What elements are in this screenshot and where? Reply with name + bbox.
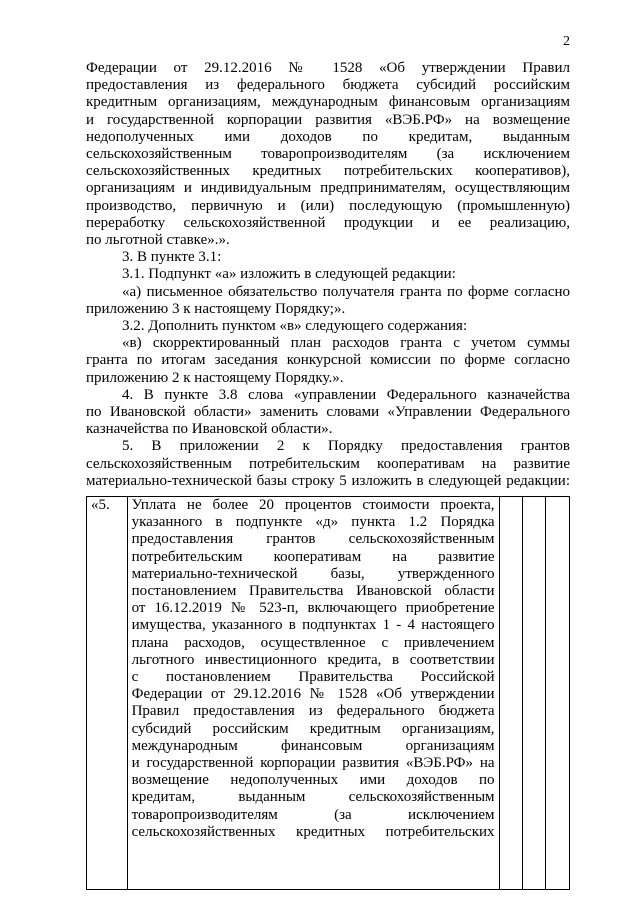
body-line: по льготной ставке».». [86,232,230,249]
item-4: по Ивановской области» заменить словами «Управлении Федерального [86,404,570,421]
body-line: предоставления из федерального бюджета субсидий российским [86,77,570,94]
cell-line: сельскохозяйственных кредитных потребительских [131,823,495,840]
cell-line: материально-технической базы, утвержденного [131,565,495,582]
amendment-table [86,496,570,890]
body-line: сельскохозяйственных кредитных потребительских кооперативов), [86,163,570,180]
cell-line: с постановлением Правительства Российской [131,669,495,686]
empty-cell [499,497,522,890]
item-3-heading: 3. В пункте 3.1: [122,249,222,266]
body-line: организациям и индивидуальным предпринимателям, осуществляющим [86,180,570,197]
body-line: недополученных ими доходов по кредитам, выданным [86,128,570,145]
empty-cell [523,497,546,890]
body-line: сельскохозяйственным товаропроизводителям (за исключением [86,146,570,163]
item-3-1: 3.1. Подпункт «а» изложить в следующей редакции: [122,266,456,283]
cell-line: возмещение недополученных ими доходов по [131,772,495,789]
item-5: 5. В приложении 2 к Порядку предоставления грантов [122,438,570,455]
cell-line: плана расходов, осуществленное с привлечением [131,634,495,651]
cell-line: льготного инвестиционного кредита, в соответствии [131,651,495,668]
page-number: 2 [563,34,570,49]
body-line: Федерации от 29.12.2016 № 1528 «Об утверждении Правил [86,60,570,76]
item-5: материально-технической базы строку 5 изложить в следующей редакции: [86,472,570,489]
body-line: производство, первичную и (или) последующую (промышленную) [86,197,570,214]
cell-line: кредитам, выданным сельскохозяйственным [131,789,495,806]
cell-line: товаропроизводителям (за исключением [131,806,495,823]
cell-line: предоставления грантов сельскохозяйственным [131,531,495,548]
item-3-2-text: приложению 2 к настоящему Порядку.». [86,369,344,386]
cell-line: имущества, указанного в подпунктах 1 - 4 настоящего [131,617,495,634]
document-body [86,60,570,490]
cell-line: Уплата не более 20 процентов стоимости проекта, [131,497,495,513]
row-number-cell: «5. [87,497,128,890]
item-5: сельскохозяйственным потребительским кооперативам на развитие [86,455,570,472]
table-row [87,497,570,890]
cell-line: потребительским кооперативам на развитие [131,548,495,565]
item-4: казначейства по Ивановской области». [86,421,333,438]
cell-line: субсидий российским кредитным организациям, [131,720,495,737]
item-3-2-text: гранта по итогам заседания конкурсной комиссии по форме согласно [86,352,570,369]
item-3-2-text: «в) скорректированный план расходов гранта с учетом суммы [122,335,570,352]
cell-line: постановлением Правительства Ивановской области [131,583,495,600]
body-line: и государственной корпорации развития «ВЭБ.РФ» на возмещение [86,111,570,128]
row-description-cell [127,497,499,890]
body-line: кредитным организациям, международным финансовым организациям [86,94,570,111]
item-3-1-text: «а) письменное обязательство получателя гранта по форме согласно [122,283,570,300]
cell-line: от 16.12.2019 № 523-п, включающего приобретение [131,600,495,617]
item-3-1-text: приложению 3 к настоящему Порядку;». [86,300,346,317]
item-4: 4. В пункте 3.8 слова «управлении Федерального казначейства [122,386,570,403]
body-line: переработку сельскохозяйственной продукции и ее реализацию, [86,214,570,231]
cell-line: Правил предоставления из федерального бюджета [131,703,495,720]
cell-line: и государственной корпорации развития «ВЭБ.РФ» на [131,755,495,772]
cell-line: Федерации от 29.12.2016 № 1528 «Об утверждении [131,686,495,703]
cell-line: указанного в подпункте «д» пункта 1.2 Порядка [131,514,495,531]
item-3-2: 3.2. Дополнить пунктом «в» следующего содержания: [122,318,468,335]
empty-cell [546,497,570,890]
cell-line: международным финансовым организациям [131,737,495,754]
